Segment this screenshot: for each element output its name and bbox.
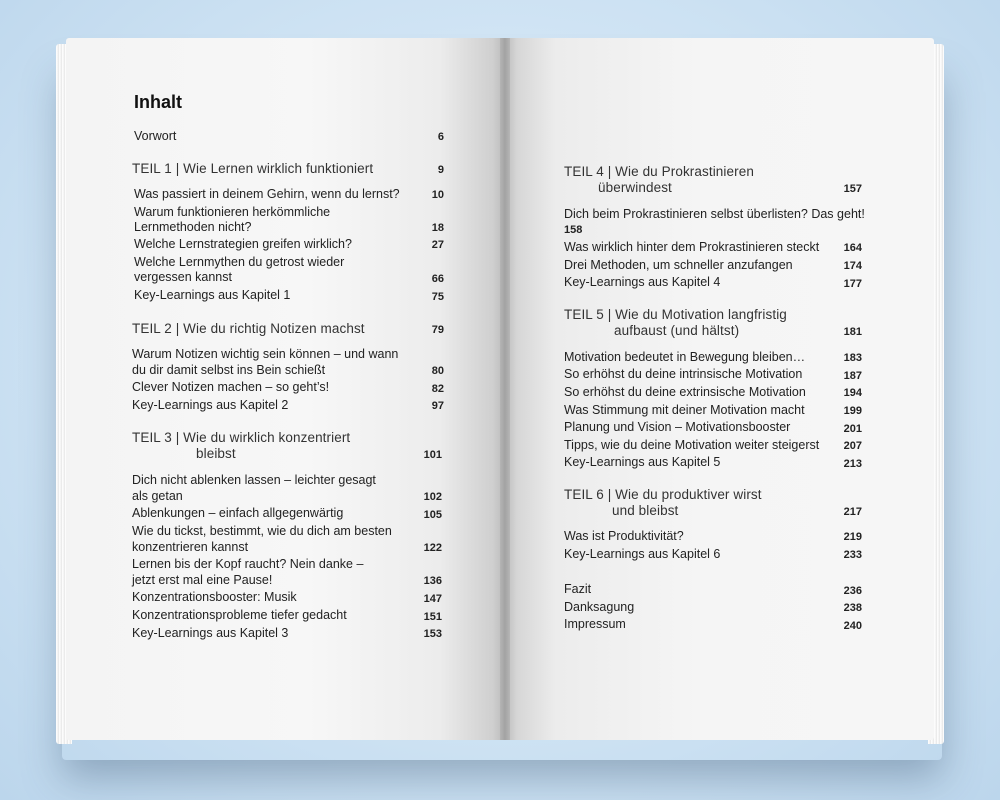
- toc-entry: So erhöhst du deine intrinsische Motivation: [564, 367, 803, 381]
- toc-entry: Was passiert in deinem Gehirn, wenn du lernst?: [134, 187, 400, 201]
- toc-entry: Welche Lernmythen du getrost wieder: [134, 255, 345, 269]
- toc-page-number: 177: [843, 278, 862, 290]
- toc-page-number: 151: [423, 611, 442, 623]
- toc-page-number: 18: [431, 222, 444, 234]
- toc-page-number: 181: [843, 326, 862, 338]
- toc-page-number: 199: [843, 405, 862, 417]
- toc-entry: Impressum: [564, 617, 626, 631]
- toc-page-number: 105: [423, 509, 442, 521]
- toc-entry: Konzentrationsbooster: Musik: [132, 590, 297, 604]
- part-heading: TEIL 1 | Wie Lernen wirklich funktioniert: [132, 161, 374, 176]
- toc-entry: Welche Lernstrategien greifen wirklich?: [134, 237, 352, 251]
- toc-page-number: 101: [423, 449, 442, 461]
- toc-page-number: 27: [431, 239, 444, 251]
- toc-entry: So erhöhst du deine extrinsische Motivation: [564, 385, 806, 399]
- part-heading: TEIL 3 | Wie du wirklich konzentriert: [132, 430, 351, 445]
- toc-entry: Warum Notizen wichtig sein können – und wann: [132, 347, 399, 361]
- toc-page-number: 122: [423, 542, 442, 554]
- part-heading: TEIL 5 | Wie du Motivation langfristig: [564, 307, 787, 322]
- toc-entry: Fazit: [564, 582, 592, 596]
- toc-entry: Key-Learnings aus Kapitel 4: [564, 275, 721, 289]
- toc-page-number: 102: [423, 491, 442, 503]
- toc-entry: Clever Notizen machen – so geht’s!: [132, 380, 330, 394]
- toc-page-number: 183: [843, 352, 862, 364]
- toc-page-number: 66: [431, 273, 444, 285]
- toc-entry: als getan: [132, 489, 183, 503]
- toc-entry: Key-Learnings aus Kapitel 5: [564, 455, 721, 469]
- right-page: [504, 38, 934, 740]
- toc-page-number: 97: [431, 400, 444, 412]
- toc-page-number: 157: [843, 183, 862, 195]
- toc-entry: du dir damit selbst ins Bein schießt: [132, 363, 326, 377]
- toc-page-number: 213: [843, 458, 862, 470]
- toc-entry: Ablenkungen – einfach allgegenwärtig: [132, 506, 344, 520]
- toc-entry: Lernen bis der Kopf raucht? Nein danke –: [132, 557, 364, 571]
- toc-entry: Vorwort: [134, 129, 177, 143]
- toc-page-number: 79: [431, 324, 444, 336]
- toc-entry: Motivation bedeutet in Bewegung bleiben…: [564, 350, 806, 364]
- toc-entry: Wie du tickst, bestimmt, wie du dich am besten: [132, 524, 392, 538]
- toc-entry: Key-Learnings aus Kapitel 6: [564, 547, 721, 561]
- toc-entry: Was ist Produktivität?: [564, 529, 684, 543]
- toc-entry: Warum funktionieren herkömmliche: [134, 205, 331, 219]
- part-heading: TEIL 2 | Wie du richtig Notizen machst: [132, 321, 365, 336]
- toc-page-number: 9: [437, 164, 444, 176]
- part-heading: und bleibst: [612, 503, 679, 518]
- toc-page-number: 187: [843, 370, 862, 382]
- toc-entry: Key-Learnings aus Kapitel 2: [132, 398, 289, 412]
- part-heading: überwindest: [598, 180, 672, 195]
- part-heading: TEIL 4 | Wie du Prokrastinieren: [564, 164, 754, 179]
- toc-page-number: 194: [843, 387, 862, 399]
- toc-entry: Was Stimmung mit deiner Motivation macht: [564, 403, 805, 417]
- part-heading: TEIL 6 | Wie du produktiver wirst: [564, 487, 762, 502]
- toc-page-number: 174: [843, 260, 862, 272]
- toc-page-number: 136: [423, 575, 442, 587]
- toc-page-number: 164: [843, 242, 862, 254]
- toc-entry: Konzentrationsprobleme tiefer gedacht: [132, 608, 347, 622]
- toc-page-number: 10: [431, 189, 444, 201]
- toc-entry: Was wirklich hinter dem Prokrastinieren steckt: [564, 240, 820, 254]
- toc-page-number: 238: [843, 602, 862, 614]
- toc-page-number: 219: [843, 531, 862, 543]
- toc-entry: Dich nicht ablenken lassen – leichter gesagt: [132, 473, 376, 487]
- left-page: [66, 38, 506, 740]
- toc-entry: Tipps, wie du deine Motivation weiter steigerst: [564, 438, 820, 452]
- toc-page-number: 6: [437, 131, 444, 143]
- toc-page-number: 217: [843, 506, 862, 518]
- toc-title: Inhalt: [134, 92, 182, 112]
- toc-page-number: 201: [843, 423, 862, 435]
- toc-page-number: 240: [843, 620, 862, 632]
- toc-page-number: 147: [423, 593, 442, 605]
- toc-entry: konzentrieren kannst: [132, 540, 249, 554]
- toc-entry: jetzt erst mal eine Pause!: [132, 573, 273, 587]
- toc-entry: Key-Learnings aus Kapitel 3: [132, 626, 289, 640]
- toc-page-number: 207: [843, 440, 862, 452]
- toc-page-number: 158: [564, 224, 583, 236]
- toc-page-number: 82: [431, 383, 444, 395]
- toc-entry: Key-Learnings aus Kapitel 1: [134, 288, 291, 302]
- toc-entry: Drei Methoden, um schneller anzufangen: [564, 258, 793, 272]
- toc-entry: Lernmethoden nicht?: [134, 220, 252, 234]
- toc-page-number: 233: [843, 549, 862, 561]
- part-heading: bleibst: [196, 446, 236, 461]
- toc-page-number: 236: [843, 585, 862, 597]
- toc-page-number: 153: [423, 628, 442, 640]
- toc-entry: Dich beim Prokrastinieren selbst überlisten? Das geht!: [564, 207, 865, 221]
- toc-page-number: 80: [431, 365, 444, 377]
- toc-page-number: 75: [431, 291, 444, 303]
- book-gutter: [500, 38, 510, 740]
- toc-entry: vergessen kannst: [134, 270, 232, 284]
- part-heading: aufbaust (und hältst): [614, 323, 740, 338]
- toc-entry: Danksagung: [564, 600, 635, 614]
- toc-entry: Planung und Vision – Motivationsbooster: [564, 420, 791, 434]
